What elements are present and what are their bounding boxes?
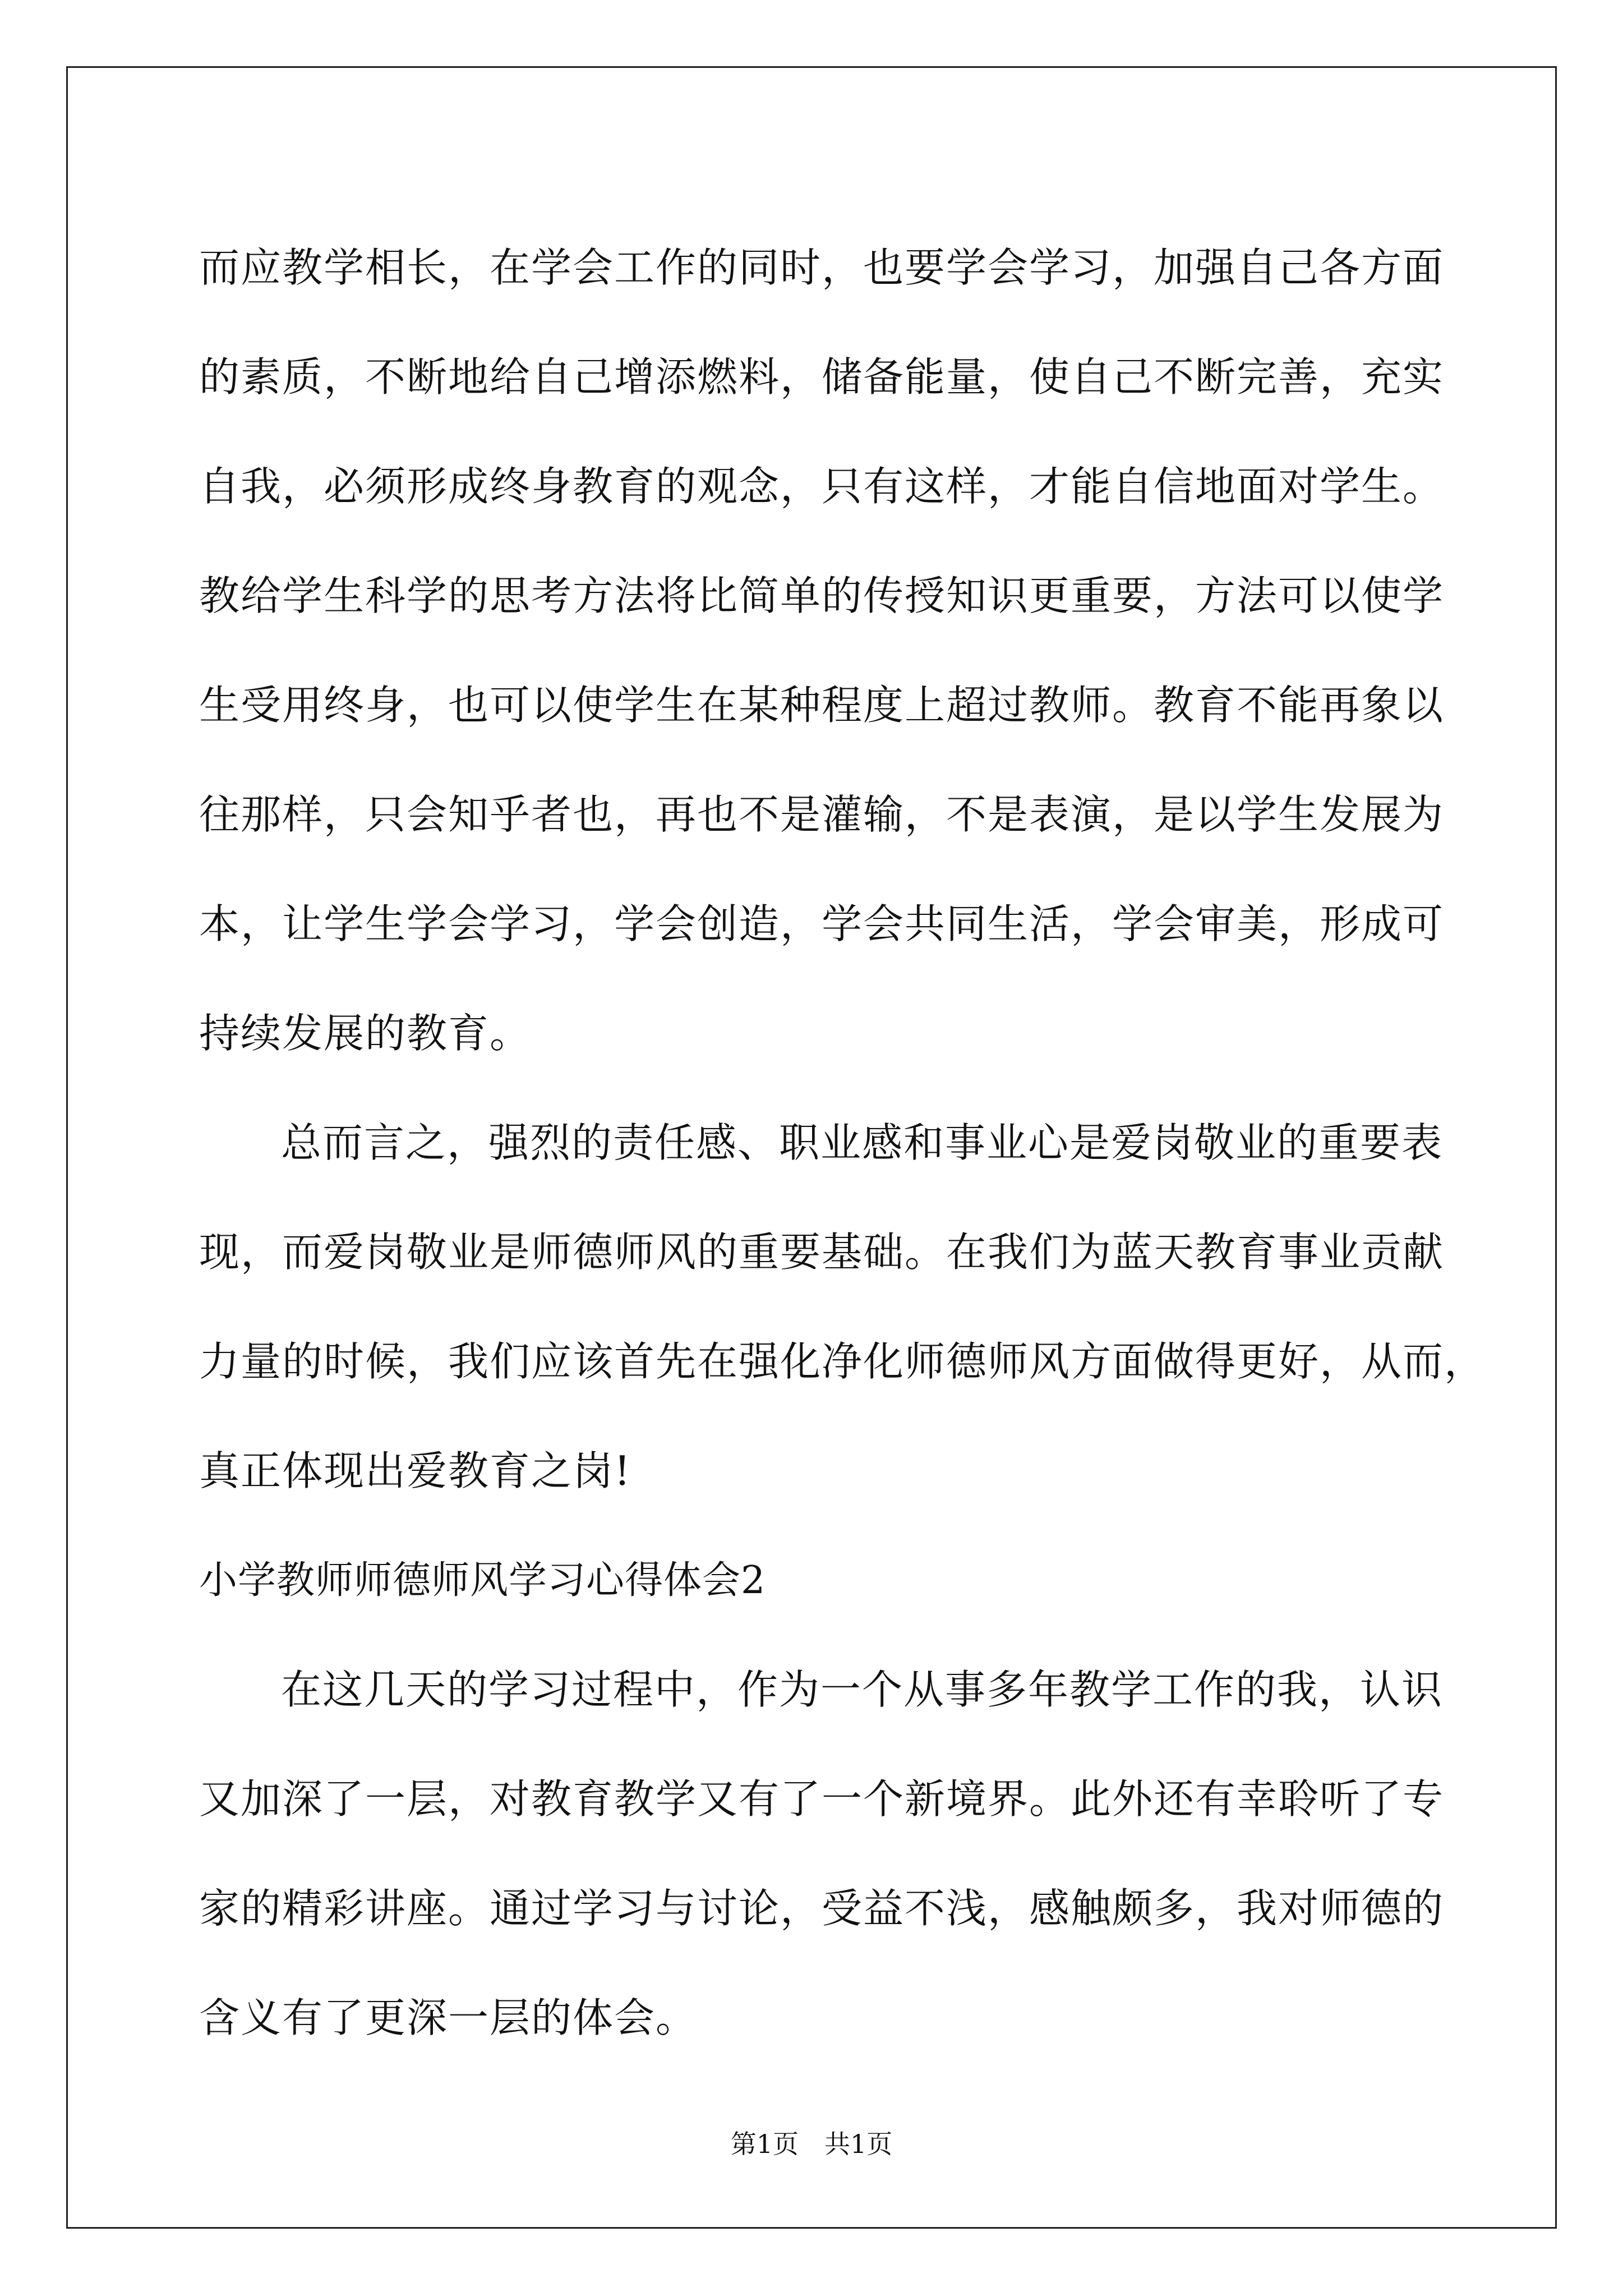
text-line: 往那样，只会知乎者也，再也不是灌输，不是表演，是以学生发展为 [199,791,1445,838]
paragraph-start-line: 在这几天的学习过程中，作为一个从事多年教学工作的我，认识 [281,1666,1444,1713]
text-line: 现，而爱岗敬业是师德师风的重要基础。在我们为蓝天教育事业贡献 [199,1228,1445,1276]
text-line: 而应教学相长，在学会工作的同时，也要学会学习，加强自己各方面 [199,244,1445,291]
text-line: 自我，必须形成终身教育的观念，只有这样，才能自信地面对学生。 [199,463,1445,510]
page-number-footer: 第1页 共1页 [730,2129,893,2159]
text-line: 力量的时候，我们应该首先在强化净化师德师风方面做得更好，从而， [199,1338,1486,1385]
text-line: 又加深了一层，对教育教学又有了一个新境界。此外还有幸聆听了专 [199,1775,1445,1823]
text-line: 生受用终身，也可以使学生在某种程度上超过教师。教育不能再象以 [199,682,1445,729]
text-line: 家的精彩讲座。通过学习与讨论，受益不浅，感触颇多，我对师德的 [199,1885,1445,1932]
text-line: 持续发展的教育。 [199,1010,532,1057]
text-line: 含义有了更深一层的体会。 [199,1994,698,2041]
text-line: 的素质，不断地给自己增添燃料，储备能量，使自己不断完善，充实 [199,353,1445,401]
paragraph-start-line: 总而言之，强烈的责任感、职业感和事业心是爱岗敬业的重要表 [281,1119,1444,1166]
section-heading: 小学教师师德师风学习心得体会2 [199,1558,766,1603]
text-line: 本，让学生学会学习，学会创造，学会共同生活，学会审美，形成可 [199,900,1445,947]
text-line: 真正体现出爱教育之岗! [199,1447,631,1494]
document-body [199,213,1486,2073]
text-line: 教给学生科学的思考方法将比简单的传授知识更重要，方法可以使学 [199,572,1445,619]
